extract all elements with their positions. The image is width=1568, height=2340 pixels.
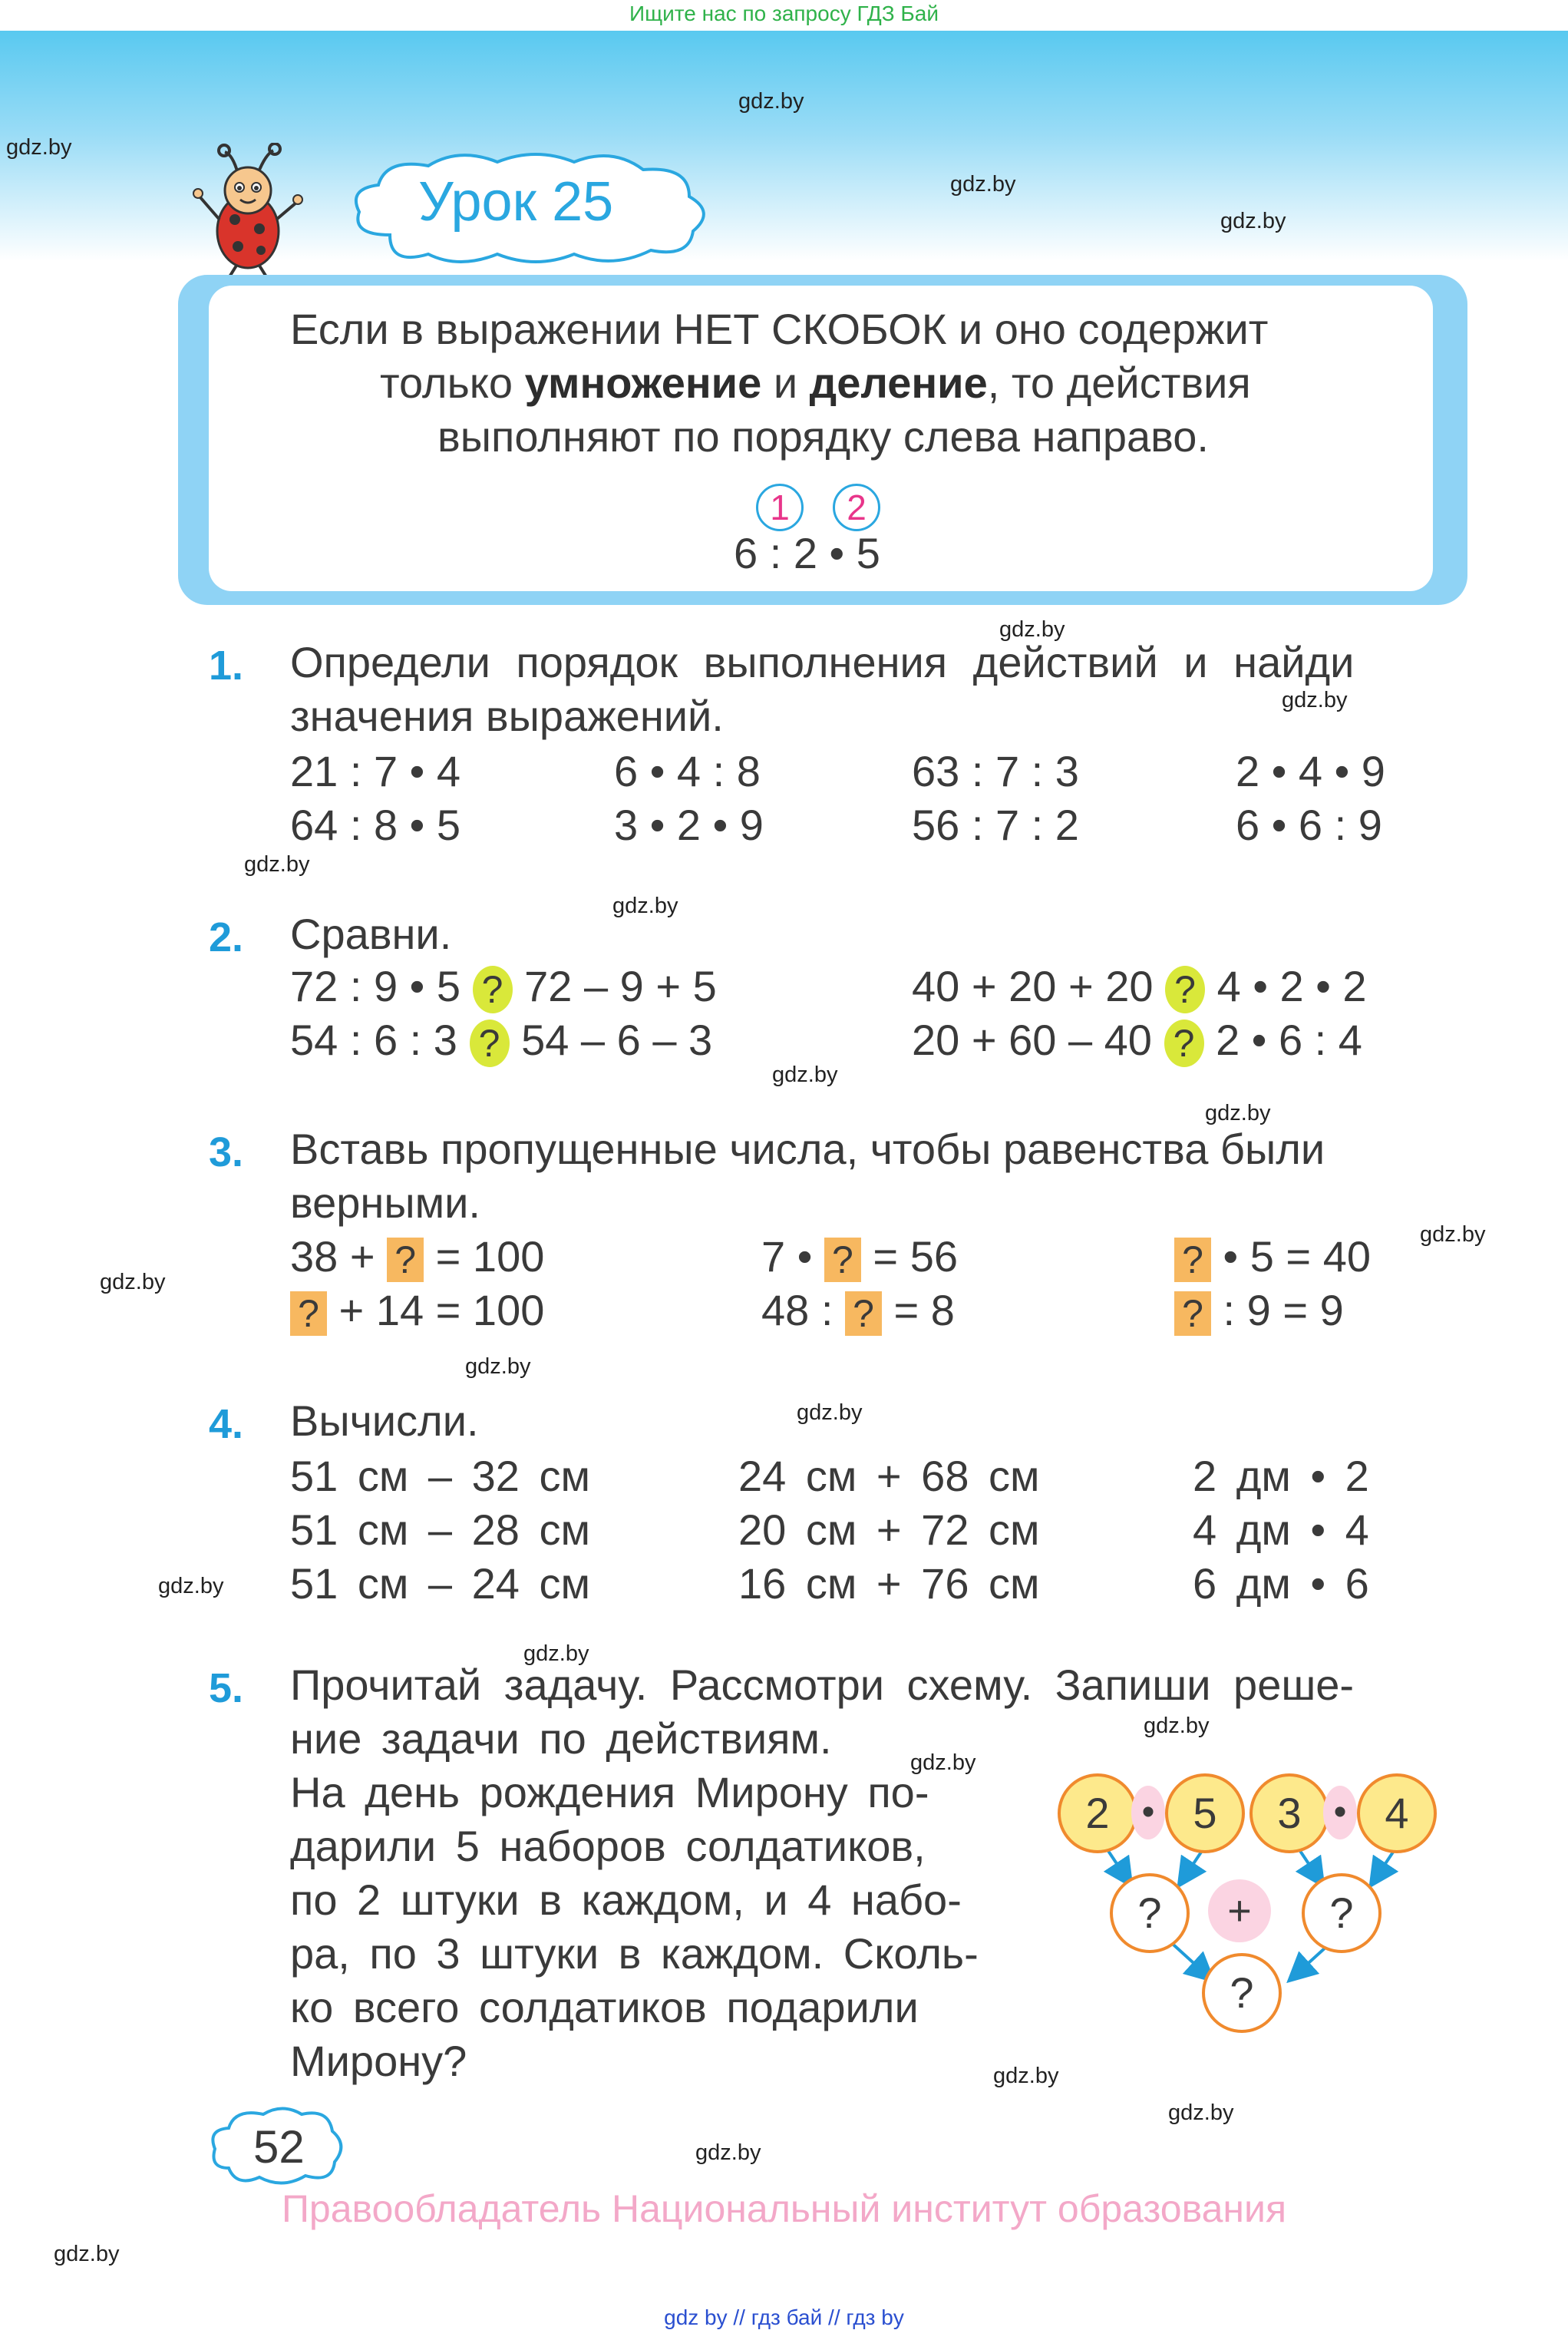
plus-sign: + [1208,1879,1271,1942]
compare-placeholder[interactable]: ? [1165,966,1205,1013]
top-note[interactable]: Ищите нас по запросу ГДЗ Бай [629,2,939,25]
watermark: gdz.by [1205,1101,1271,1125]
missing-number-box[interactable]: ? [290,1291,327,1336]
missing-number-box[interactable]: ? [824,1238,861,1282]
missing-number-box[interactable]: ? [387,1238,424,1282]
expression: 16 см + 76 см [738,1559,1040,1608]
watermark: gdz.by [999,617,1065,642]
compare-placeholder[interactable]: ? [473,966,513,1013]
problem-line: Мирону? [290,2037,467,2085]
scheme-result[interactable]: ? [1202,1953,1282,2033]
task-2-number: 2. [209,914,244,960]
task-5-text: Прочитай задачу. Рассмотри схему. Запиши реше- [290,1661,1355,1709]
task-1-text: значения выражений. [290,692,724,740]
problem-line: ко всего солдатиков подарили [290,1983,919,2031]
problem-line: по 2 штуки в каждом, и 4 набо- [290,1876,962,1924]
scheme-node: 4 [1357,1773,1437,1853]
expression: 2 • 4 • 9 [1236,747,1385,795]
task-5-number: 5. [209,1665,244,1711]
bottom-links[interactable]: gdz by // гдз бай // гдз by [664,2305,904,2329]
comparison: 20 + 60 – 40 ? 2 • 6 : 4 [912,1015,1362,1067]
ladybug-mascot-icon [190,143,305,281]
problem-line: На день рождения Мирону по- [290,1768,929,1816]
expression: 21 : 7 • 4 [290,747,460,795]
step-2-marker: 2 [833,484,880,531]
scheme-unknown[interactable]: ? [1110,1873,1190,1953]
scheme-node: 2 [1058,1773,1137,1853]
watermark: gdz.by [950,172,1016,197]
comparison: 40 + 20 + 20 ? 4 • 2 • 2 [912,961,1367,1013]
equation: ? : 9 = 9 [1174,1285,1344,1336]
copyright-note: Правообладатель Национальный институт образования [281,2187,1287,2230]
compare-placeholder[interactable]: ? [1164,1020,1204,1067]
missing-number-box[interactable]: ? [845,1291,882,1336]
comparison: 54 : 6 : 3 ? 54 – 6 – 3 [290,1015,712,1067]
expression: 20 см + 72 см [738,1505,1040,1554]
expression: 6 • 6 : 9 [1236,801,1382,849]
missing-number-box[interactable]: ? [1174,1291,1211,1336]
problem-line: дарили 5 наборов солдатиков, [290,1822,926,1870]
expression: 6 • 4 : 8 [614,747,761,795]
watermark: gdz.by [1420,1222,1486,1247]
watermark: gdz.by [772,1063,838,1087]
task-4-number: 4. [209,1401,244,1447]
expression: 24 см + 68 см [738,1452,1040,1500]
scheme-node: 3 [1249,1773,1329,1853]
watermark: gdz.by [1220,209,1286,233]
equation: 7 • ? = 56 [761,1232,958,1282]
watermark: gdz.by [797,1400,863,1425]
rule-line-3: выполняют по порядку слева направо. [437,412,1209,461]
problem-line: ра, по 3 штуки в каждом. Сколь- [290,1929,979,1978]
watermark: gdz.by [910,1750,976,1775]
watermark: gdz.by [1168,2100,1234,2125]
rule-line-2: только умножение и деление, то действия [380,359,1251,407]
step-1-marker: 1 [756,484,804,531]
watermark: gdz.by [993,2064,1059,2088]
comparison: 72 : 9 • 5 ? 72 – 9 + 5 [290,961,717,1013]
watermark: gdz.by [465,1354,531,1379]
task-3-number: 3. [209,1129,244,1175]
task-1-text: Определи порядок выполнения действий и найди [290,638,1355,686]
page-number: 52 [253,2121,305,2173]
rule-line-1: Если в выражении НЕТ СКОБОК и оно содержит [290,305,1269,353]
expression: 2 дм • 2 [1193,1452,1369,1500]
task-1-number: 1. [209,643,244,689]
rule-example: 6 : 2 • 5 [734,529,880,577]
expression: 63 : 7 : 3 [912,747,1079,795]
task-3-text: верными. [290,1178,480,1227]
watermark: gdz.by [523,1641,589,1666]
watermark: gdz.by [6,135,72,160]
task-2-text: Сравни. [290,910,452,958]
watermark: gdz.by [100,1270,166,1294]
equation: 38 + ? = 100 [290,1232,545,1282]
scheme-unknown[interactable]: ? [1302,1873,1381,1953]
watermark: gdz.by [244,852,310,877]
task-5-text: ние задачи по действиям. [290,1714,832,1763]
equation: 48 : ? = 8 [761,1286,955,1336]
expression: 51 см – 28 см [290,1505,590,1554]
expression: 4 дм • 4 [1193,1505,1369,1554]
multiply-sign: • [1131,1786,1165,1839]
watermark: gdz.by [695,2140,761,2165]
watermark: gdz.by [1144,1714,1210,1738]
task-4-text: Вычисли. [290,1396,479,1445]
watermark: gdz.by [612,894,678,918]
task-3-text: Вставь пропущенные числа, чтобы равенства были [290,1125,1325,1173]
expression: 56 : 7 : 2 [912,801,1079,849]
expression: 6 дм • 6 [1193,1559,1369,1608]
lesson-title: Урок 25 [418,171,614,233]
multiply-sign: • [1323,1786,1357,1839]
watermark: gdz.by [738,89,804,114]
compare-placeholder[interactable]: ? [470,1020,510,1067]
watermark: gdz.by [54,2242,120,2266]
expression: 3 • 2 • 9 [614,801,764,849]
watermark: gdz.by [1282,688,1348,712]
missing-number-box[interactable]: ? [1174,1238,1211,1282]
scheme-node: 5 [1165,1773,1245,1853]
expression: 51 см – 24 см [290,1559,590,1608]
expression: 64 : 8 • 5 [290,801,460,849]
equation: ? + 14 = 100 [290,1285,544,1336]
watermark: gdz.by [158,1574,224,1598]
expression: 51 см – 32 см [290,1452,590,1500]
equation: ? • 5 = 40 [1174,1231,1371,1282]
